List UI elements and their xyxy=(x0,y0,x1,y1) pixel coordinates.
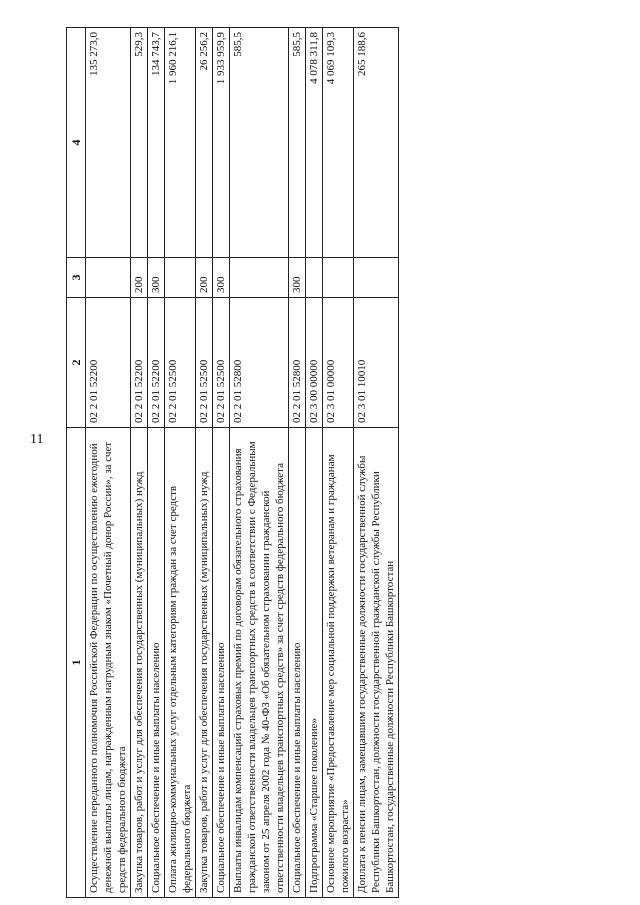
row-name-cell: Закупка товаров, работ и услуг для обеспечения государственных (муниципальных) нужд xyxy=(196,428,213,898)
row-type-cell xyxy=(86,258,131,298)
table-row xyxy=(230,28,289,898)
budget-table xyxy=(66,27,399,898)
rotated-table-container xyxy=(66,28,596,898)
row-amount-cell: 265 188,6 xyxy=(354,28,399,258)
row-amount-cell: 1 933 959,9 xyxy=(213,28,230,258)
row-name-cell: Подпрограмма «Старшее поколение» xyxy=(306,428,323,898)
row-type-cell: 300 xyxy=(213,258,230,298)
row-type-cell xyxy=(323,258,354,298)
row-code-cell: 02 2 01 52500 xyxy=(165,298,196,428)
row-amount-cell: 529,3 xyxy=(131,28,148,258)
header-col-1: 1 xyxy=(67,428,86,898)
row-amount-cell: 4 069 109,3 xyxy=(323,28,354,258)
row-type-cell xyxy=(165,258,196,298)
row-amount-cell: 135 273,0 xyxy=(86,28,131,258)
row-name-cell: Социальное обеспечение и иные выплаты населению xyxy=(213,428,230,898)
row-name-cell: Социальное обеспечение и иные выплаты населению xyxy=(289,428,306,898)
table-row xyxy=(86,28,131,898)
row-code-cell: 02 2 01 52200 xyxy=(148,298,165,428)
row-amount-cell: 26 256,2 xyxy=(196,28,213,258)
row-type-cell xyxy=(230,258,289,298)
table-row xyxy=(213,28,230,898)
row-type-cell xyxy=(354,258,399,298)
header-col-4: 4 xyxy=(67,28,86,258)
row-type-cell: 300 xyxy=(148,258,165,298)
row-type-cell: 200 xyxy=(196,258,213,298)
header-col-3: 3 xyxy=(67,258,86,298)
row-code-cell: 02 2 01 52200 xyxy=(131,298,148,428)
row-type-cell: 200 xyxy=(131,258,148,298)
row-type-cell xyxy=(306,258,323,298)
table-row xyxy=(148,28,165,898)
row-code-cell: 02 3 00 00000 xyxy=(306,298,323,428)
row-name-cell: Выплаты инвалидам компенсаций страховых премий по договорам обязательного страхования гражданской ответственности владельцев транспортных средств в соответствии с Федеральным законом от 25 апреля 2002 года № 40-ФЗ «Об обязательном страховании гражданской ответственности владельцев транспортных средств» за счет средств федерального бюджета xyxy=(230,428,289,898)
row-amount-cell: 585,5 xyxy=(230,28,289,258)
row-code-cell: 02 2 01 52800 xyxy=(230,298,289,428)
page-number: 11 xyxy=(30,432,44,447)
header-row xyxy=(67,28,86,898)
row-amount-cell: 585,5 xyxy=(289,28,306,258)
row-code-cell: 02 3 01 00000 xyxy=(323,298,354,428)
row-name-cell: Основное мероприятие «Предоставление мер социальной поддержки ветеранам и гражданам пожилого возраста» xyxy=(323,428,354,898)
row-amount-cell: 1 960 216,1 xyxy=(165,28,196,258)
table-row xyxy=(165,28,196,898)
row-name-cell: Социальное обеспечение и иные выплаты населению xyxy=(148,428,165,898)
row-code-cell: 02 2 01 52800 xyxy=(289,298,306,428)
row-code-cell: 02 2 01 52200 xyxy=(86,298,131,428)
row-name-cell: Доплата к пенсии лицам, замещавшим государственные должности государственной службы Республики Башкортостан, должности государственной гражданской службы Республики Башкортостан, государственные должности Республики Башкортостан xyxy=(354,428,399,898)
table-row xyxy=(306,28,323,898)
row-name-cell: Оплата жилищно-коммунальных услуг отдельным категориям граждан за счет средств федерального бюджета xyxy=(165,428,196,898)
row-amount-cell: 4 078 311,8 xyxy=(306,28,323,258)
table-row xyxy=(323,28,354,898)
row-type-cell: 300 xyxy=(289,258,306,298)
table-row xyxy=(196,28,213,898)
header-col-2: 2 xyxy=(67,298,86,428)
row-name-cell: Осуществление переданного полномочия Российской Федерации по осуществлению ежегодной денежной выплаты лицам, награжденным нагрудным знаком «Почетный донор России», за счет средств федерального бюджета xyxy=(86,428,131,898)
table-row xyxy=(131,28,148,898)
table-row xyxy=(289,28,306,898)
row-code-cell: 02 3 01 10010 xyxy=(354,298,399,428)
row-code-cell: 02 2 01 52500 xyxy=(196,298,213,428)
row-name-cell: Закупка товаров, работ и услуг для обеспечения государственных (муниципальных) нужд xyxy=(131,428,148,898)
row-code-cell: 02 2 01 52500 xyxy=(213,298,230,428)
row-amount-cell: 134 743,7 xyxy=(148,28,165,258)
table-row xyxy=(354,28,399,898)
